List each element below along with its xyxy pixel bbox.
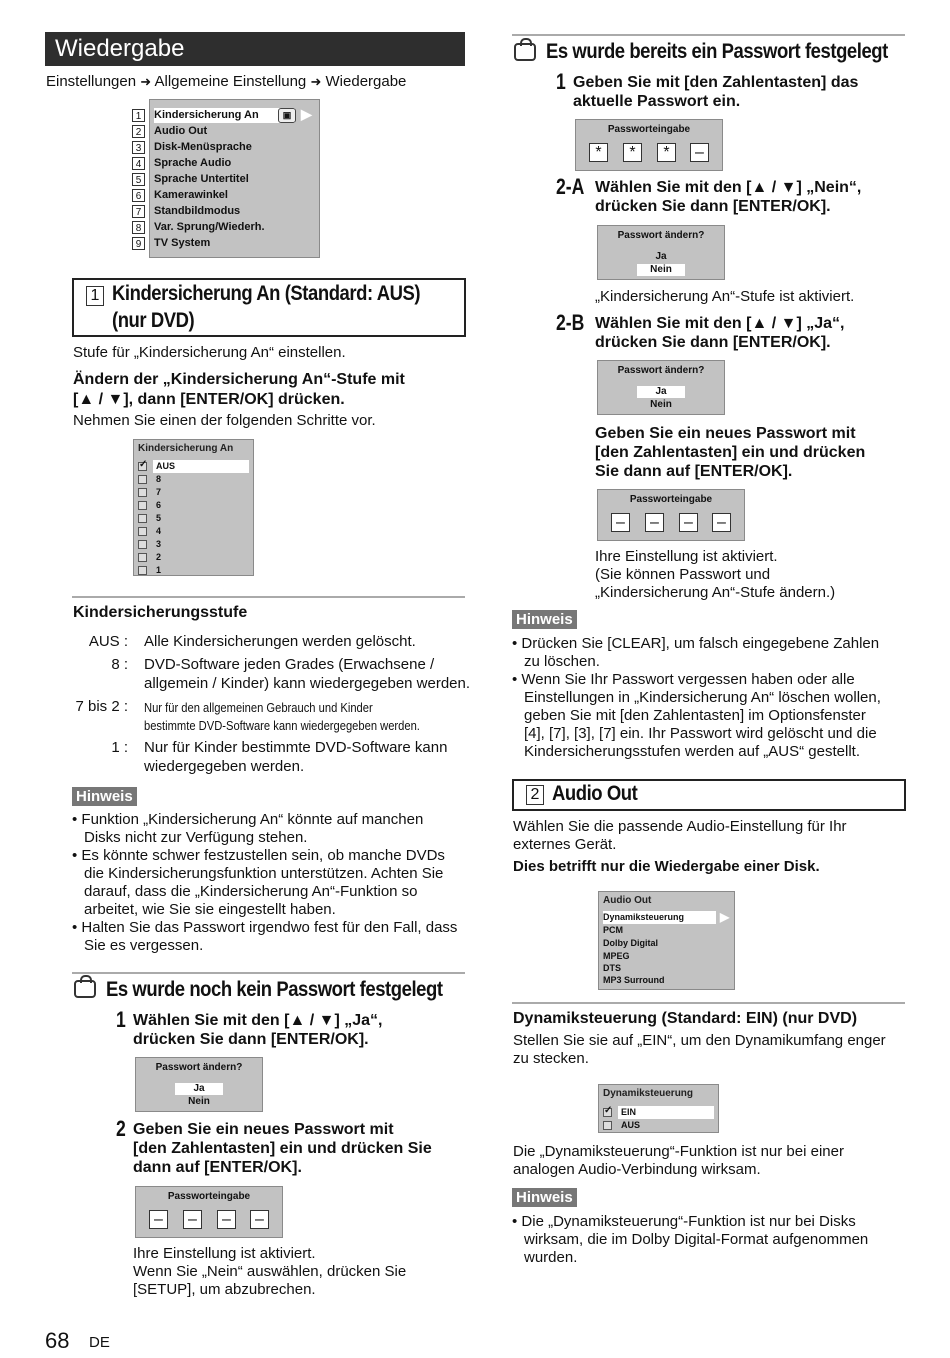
menu-number: 6	[132, 189, 145, 202]
checkbox-checked-icon[interactable]: ✓	[139, 459, 148, 470]
menu-item-dolby[interactable]: Dolby Digital	[603, 938, 659, 948]
checkbox-icon[interactable]	[138, 540, 147, 549]
checkbox-icon[interactable]	[138, 566, 147, 575]
menu-number: 7	[132, 205, 145, 218]
breadcrumb-item: Wiedergabe	[325, 73, 407, 90]
menu-item-tv-system[interactable]: TV System	[154, 237, 211, 249]
step-number: 2	[116, 1116, 126, 1141]
divider	[512, 1002, 905, 1004]
menu-item-mp3-surround[interactable]: MP3 Surround	[603, 975, 665, 985]
option-nein[interactable]: Nein	[637, 264, 685, 276]
checkbox-icon[interactable]	[603, 1121, 612, 1130]
menu-item-mpeg[interactable]: MPEG	[603, 951, 630, 961]
arrow-right-icon: ▶	[720, 910, 730, 924]
level-desc: allgemein / Kinder) kann wiedergegeben werden.	[144, 675, 471, 692]
dyn-option: AUS	[621, 1120, 641, 1130]
result-text: Ihre Einstellung ist aktiviert. Wenn Sie „Nein“ auswählen, drücken Sie [SETUP], um abzubrechen.	[133, 1245, 407, 1298]
section-intro: Stufe für „Kindersicherung An“ einstellen.	[73, 344, 346, 361]
subsection-title: Es wurde noch kein Passwort festgelegt	[106, 978, 443, 1001]
password-change-osd: Passwort ändern? Ja Nein	[597, 225, 725, 280]
result-text: Ihre Einstellung ist aktiviert. (Sie können Passwort und „Kindersicherung An“-Stufe ändern.)	[595, 548, 836, 601]
level-label: 7	[156, 487, 162, 497]
step-text: Geben Sie ein neues Passwort mit [den Zahlentasten] ein und drücken Sie dann auf [ENTER/OK].	[133, 1121, 432, 1176]
menu-item-audio-language[interactable]: Sprache Audio	[154, 157, 232, 169]
level-desc: Nur für Kinder bestimmte DVD-Software kann	[144, 739, 448, 756]
section-title: (nur DVD)	[112, 309, 195, 332]
hinweis-text: • Drücken Sie [CLEAR], um falsch eingegebene Zahlen zu löschen. • Wenn Sie Ihr Passwort vergessen haben oder alle Einstellungen in „Kindersicherung An“ löschen wollen, geben Sie mit [den Zahlentasten] im Optionsfenster [4], [7], [3], [7] ein. Ihr Passwort wird gelöscht und die Kindersicherungsstufen werden auf „AUS“ gestellt.	[512, 635, 881, 760]
breadcrumb-item: Allgemeine Einstellung	[154, 73, 307, 90]
menu-item-audio-out[interactable]: Audio Out	[154, 125, 208, 137]
menu-number: 2	[132, 125, 145, 138]
option-nein[interactable]: Nein	[650, 399, 672, 410]
level-key: 1 :	[111, 739, 128, 756]
dyn-option: EIN	[621, 1107, 637, 1117]
checkbox-icon[interactable]	[138, 475, 147, 484]
menu-number: 3	[132, 141, 145, 154]
step-number: 2-A	[556, 174, 585, 199]
levels-heading: Kindersicherungsstufe	[73, 604, 248, 621]
settings-menu-osd	[149, 99, 320, 258]
level-label: AUS	[156, 461, 176, 471]
step-number: 1	[116, 1007, 126, 1032]
section-title: Audio Out	[552, 782, 638, 805]
menu-number: 5	[132, 173, 145, 186]
section-intro: Wählen Sie die passende Audio-Einstellung für Ihr externes Gerät.	[513, 818, 847, 853]
menu-item-pcm[interactable]: PCM	[603, 925, 623, 935]
password-digit-empty[interactable]: –	[712, 513, 731, 532]
step-number: 2-B	[556, 310, 585, 335]
breadcrumb-item: Einstellungen	[46, 73, 137, 90]
level-label: 1	[156, 565, 162, 575]
arrow-right-icon: ➜	[140, 74, 152, 89]
instruction: Ändern der „Kindersicherung An“-Stufe mit [▲ / ▼], dann [ENTER/OK] drücken.	[73, 371, 405, 408]
level-label: 3	[156, 539, 162, 549]
password-digit-empty[interactable]: –	[250, 1210, 269, 1229]
lock-icon: ▣	[278, 108, 296, 123]
parental-level-osd	[133, 439, 254, 576]
level-key: 7 bis 2 :	[75, 698, 128, 715]
menu-item-disk-menu[interactable]: Disk-Menüsprache	[154, 141, 252, 153]
password-digit-empty[interactable]: –	[679, 513, 698, 532]
checkbox-icon[interactable]	[138, 488, 147, 497]
menu-item-dynamics[interactable]: Dynamiksteuerung	[603, 911, 716, 924]
hinweis-text: • Die „Dynamiksteuerung“-Funktion ist nur bei Disks wirksam, die im Dolby Digital-Format aufgenommen wurden.	[512, 1213, 869, 1266]
option-ja[interactable]: Ja	[655, 251, 667, 262]
dynamics-osd	[598, 1084, 719, 1133]
menu-number: 4	[132, 157, 145, 170]
password-digit-empty[interactable]: –	[149, 1210, 168, 1229]
step-text: Geben Sie mit [den Zahlentasten] das aktuelle Passwort ein.	[573, 74, 859, 110]
level-label: 4	[156, 526, 162, 536]
menu-item-camera-angle[interactable]: Kamerawinkel	[154, 189, 228, 201]
level-label: 8	[156, 474, 162, 484]
password-change-osd: Passwort ändern? Ja Nein	[135, 1057, 263, 1112]
checkbox-icon[interactable]	[138, 514, 147, 523]
dyn-heading: Dynamiksteuerung (Standard: EIN) (nur DVD)	[513, 1010, 858, 1027]
hinweis-badge: Hinweis	[512, 610, 577, 629]
result-text: „Kindersicherung An“-Stufe ist aktiviert.	[595, 288, 855, 305]
language-code: DE	[89, 1334, 110, 1351]
password-digit-empty[interactable]: –	[645, 513, 664, 532]
level-key: AUS :	[88, 633, 128, 650]
checkbox-icon[interactable]	[138, 553, 147, 562]
bold-note: Dies betrifft nur die Wiedergabe einer Disk.	[513, 858, 820, 875]
password-digit-empty[interactable]: –	[217, 1210, 236, 1229]
page-title: Wiedergabe	[45, 32, 465, 66]
divider	[72, 596, 465, 598]
osd-title: Kindersicherung An	[138, 443, 234, 454]
level-desc: DVD-Software jeden Grades (Erwachsene /	[144, 656, 435, 673]
step-text: Wählen Sie mit den [▲ / ▼] „Ja“, drücken Sie dann [ENTER/OK].	[595, 315, 845, 351]
level-desc: Nur für den allgemeinen Gebrauch und Kinder bestimmte DVD-Software kann wiedergegeben werden.	[144, 700, 420, 733]
osd-title: Audio Out	[603, 895, 652, 906]
option-ja[interactable]: Ja	[637, 386, 685, 398]
section-header-parental	[72, 278, 466, 337]
password-digit-filled[interactable]: *	[623, 143, 642, 162]
menu-number: 8	[132, 221, 145, 234]
option-nein[interactable]: Nein	[188, 1096, 210, 1107]
checkbox-icon[interactable]	[138, 527, 147, 536]
password-digit-empty[interactable]: –	[690, 143, 709, 162]
lock-icon	[74, 980, 96, 998]
level-desc: wiedergegeben werden.	[144, 758, 305, 775]
breadcrumb	[46, 73, 406, 90]
password-digit-empty[interactable]: –	[611, 513, 630, 532]
audio-out-osd	[598, 891, 735, 990]
option-ja[interactable]: Ja	[175, 1083, 223, 1095]
level-label: 2	[156, 552, 162, 562]
lock-icon	[514, 43, 536, 61]
level-key: 8 :	[111, 656, 128, 673]
arrow-right-icon: ▶	[301, 106, 312, 122]
menu-item-kindersicherung[interactable]: Kindersicherung An	[154, 108, 295, 123]
password-entry-osd: Passworteingabe – – – –	[135, 1186, 283, 1238]
checkbox-checked-icon[interactable]: ✓	[604, 1105, 613, 1116]
menu-item-dts[interactable]: DTS	[603, 963, 621, 973]
level-label: 5	[156, 513, 162, 523]
section-header-audio-out	[512, 779, 906, 811]
menu-item-skip-repeat[interactable]: Var. Sprung/Wiederh.	[154, 221, 265, 233]
password-entry-osd: Passworteingabe – – – –	[597, 489, 745, 541]
step-text: Wählen Sie mit den [▲ / ▼] „Nein“, drücken Sie dann [ENTER/OK].	[595, 179, 862, 215]
arrow-right-icon: ➜	[310, 74, 322, 89]
level-desc: Alle Kindersicherungen werden gelöscht.	[144, 633, 416, 650]
menu-number: 9	[132, 237, 145, 250]
dyn-note: Die „Dynamiksteuerung“-Funktion ist nur bei einer analogen Audio-Verbindung wirksam.	[513, 1143, 844, 1178]
hinweis-text: • Funktion „Kindersicherung An“ könnte auf manchen Disks nicht zur Verfügung stehen. • Es könnte schwer festzustellen sein, ob manche DVDs die Kindersicherungsfunktion unterstützen. Achten Sie darauf, dass die „Kindersicherung An“-Funktion so arbeitet, wie Sie sie eingestellt haben. • Halten Sie das Passwort irgendwo fest für den Fall, dass Sie es vergessen.	[72, 811, 458, 954]
section-number: 2	[526, 785, 544, 805]
step-number: 1	[556, 69, 566, 94]
step-text: Wählen Sie mit den [▲ / ▼] „Ja“, drücken Sie dann [ENTER/OK].	[133, 1012, 383, 1048]
password-digit-filled[interactable]: *	[657, 143, 676, 162]
menu-number: 1	[132, 109, 145, 122]
dyn-text: Stellen Sie sie auf „EIN“, um den Dynamikumfang enger zu stecken.	[513, 1032, 886, 1067]
divider	[512, 34, 905, 36]
password-digit-filled[interactable]: *	[589, 143, 608, 162]
divider	[72, 972, 465, 974]
section-title: Kindersicherung An (Standard: AUS)	[112, 282, 421, 305]
page-number: 68	[45, 1328, 70, 1353]
password-entry-osd: Passworteingabe * * * –	[575, 119, 723, 171]
instruction-sub: Nehmen Sie einen der folgenden Schritte vor.	[73, 412, 376, 429]
level-label: 6	[156, 500, 162, 510]
step-text: Geben Sie ein neues Passwort mit [den Zahlentasten] ein und drücken Sie dann auf [ENTER/OK].	[595, 425, 866, 480]
hinweis-badge: Hinweis	[512, 1188, 577, 1207]
password-digit-empty[interactable]: –	[183, 1210, 202, 1229]
checkbox-icon[interactable]	[138, 501, 147, 510]
section-number: 1	[86, 286, 104, 306]
osd-title: Dynamiksteuerung	[603, 1088, 694, 1099]
menu-item-still-mode[interactable]: Standbildmodus	[154, 205, 241, 217]
menu-item-subtitle-language[interactable]: Sprache Untertitel	[154, 173, 249, 185]
hinweis-badge: Hinweis	[72, 787, 137, 806]
subsection-title: Es wurde bereits ein Passwort festgelegt	[546, 40, 888, 63]
password-change-osd: Passwort ändern? Ja Nein	[597, 360, 725, 415]
